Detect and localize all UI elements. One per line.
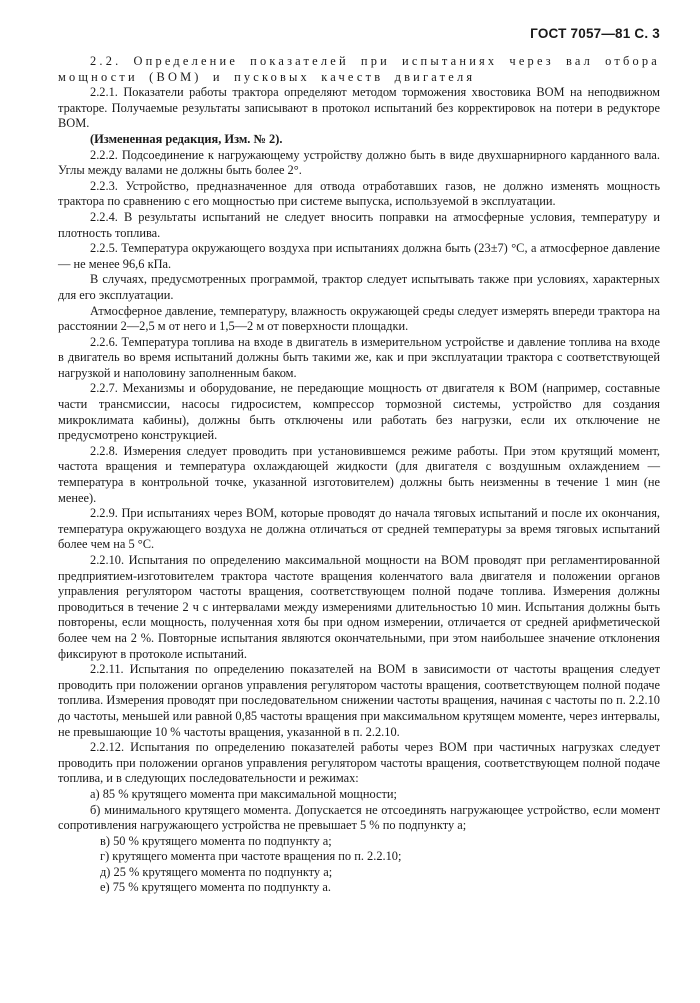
- paragraph: В случаях, предусмотренных программой, трактор следует испытывать также при условиях, характерных для его эксплуатации.: [58, 272, 660, 302]
- list-item: д) 25 % крутящего момента по подпункту а;: [100, 864, 333, 879]
- paragraph: 2.2.11. Испытания по определению показателей на ВОМ в зависимости от частоты вращения следует проводить при положении органов управления регулятором частоты вращения, соответствующем полной подаче топлива. Измерения проводят при последовательном снижении частоты вращения, начиная с частоты по п. 2.2.10 до частоты, меньшей или равной 0,85 частоты вращения при максимальном крутящем моменте, через интервалы, не превышающие 10 % частоты вращения, указанной в п. 2.2.10.: [58, 662, 660, 739]
- paragraph: 2.2.9. При испытаниях через ВОМ, которые проводят до начала тяговых испытаний и после их окончания, температура окружающего воздуха не должна отличаться от средней температуры за время тяговых испытаний более чем на 5 °С.: [58, 506, 660, 552]
- paragraph: 2.2.8. Измерения следует проводить при установившемся режиме работы. При этом крутящий момент, частота вращения и температура охлаждающей жидкости (для двигателя с воздушным охлаждением — температура в контрольной точке, указанной изготовителем) должны быть неизменны в течение 1 мин (не менее).: [58, 443, 660, 505]
- page-header: ГОСТ 7057—81 С. 3: [530, 26, 660, 41]
- paragraph: 2.2.1. Показатели работы трактора определяют методом торможения хвостовика ВОМ на неподвижном тракторе. Получаемые результаты записывают в протокол испытаний без корректировок на потери в редукторе ВОМ.: [58, 85, 660, 131]
- paragraph: 2.2.3. Устройство, предназначенное для отвода отработавших газов, не должно изменять мощность трактора по сравнению с его мощностью при системе выпуска, используемой в эксплуатации.: [58, 178, 660, 209]
- list-item: е) 75 % крутящего момента по подпункту а.: [100, 880, 332, 895]
- document-body: [58, 54, 660, 896]
- paragraph: Атмосферное давление, температуру, влажность окружающей среды следует измерять впереди трактора на расстоянии 2—2,5 м от него и 1,5—2 м от поверхности площадки.: [58, 303, 660, 334]
- paragraph: 2.2.10. Испытания по определению максимальной мощности на ВОМ проводят при регламентированной предприятием-изготовителем трактора частоте вращения коленчатого вала двигателя и положении органов управления регулятором частоты вращения, соответствующем полной подаче топлива. Измерения должны проводиться в течение 2 ч с интервалами между измерениями длительностью 10 мин. Испытания должны быть повторены, если мощность, полученная хотя бы при одном измерении, отличается от средней арифметической более чем на 2 %. Повторные испытания являются окончательными, при этом наибольшее значение отклонения фиксируют в протоколе испытаний.: [58, 553, 660, 661]
- list-item: б) минимального крутящего момента. Допускается не отсоединять нагружающее устройство, если момент сопротивления нагружающего устройства не превышает 5 % по подпункту а;: [58, 802, 660, 833]
- list-item: а) 85 % крутящего момента при максимальной мощности;: [90, 786, 397, 801]
- paragraph: 2.2.2. Подсоединение к нагружающему устройству должно быть в виде двухшарнирного карданного вала. Углы между валами не должны быть более 2°.: [58, 147, 660, 178]
- list-item: в) 50 % крутящего момента по подпункту а;: [100, 833, 332, 848]
- paragraph: 2.2.4. В результаты испытаний не следует вносить поправки на атмосферные условия, температуру и плотность топлива.: [58, 209, 660, 240]
- section-heading: 2.2. Определение показателей при испытаниях через вал отбора мощности (ВОМ) и пусковых качеств двигателя: [58, 54, 660, 84]
- list-item: г) крутящего момента при частоте вращения по п. 2.2.10;: [100, 849, 402, 864]
- paragraph: 2.2.12. Испытания по определению показателей работы через ВОМ при частичных нагрузках следует проводить при положении органов управления регулятором частоты вращения, соответствующем полной подаче топлива, и в следующих последовательности и режимах:: [58, 740, 660, 786]
- amendment-note: (Измененная редакция, Изм. № 2).: [90, 131, 283, 146]
- paragraph: 2.2.7. Механизмы и оборудование, не передающие мощность от двигателя к ВОМ (например, составные части трансмиссии, насосы гидросистем, компрессор тормозной системы, устройство для создания микроклимата кабины), должны быть отключены или работать без нагрузки, если их отключение не предусмотрено конструкцией.: [58, 381, 660, 443]
- paragraph: 2.2.5. Температура окружающего воздуха при испытаниях должна быть (23±7) °С, а атмосферное давление — не менее 96,6 кПа.: [58, 241, 660, 271]
- paragraph: 2.2.6. Температура топлива на входе в двигатель в измерительном устройстве и давление топлива на входе в двигатель во время испытаний должны быть такими же, как и при эксплуатации трактора с соответствующей нагрузкой и наполовину заполненным баком.: [58, 334, 660, 380]
